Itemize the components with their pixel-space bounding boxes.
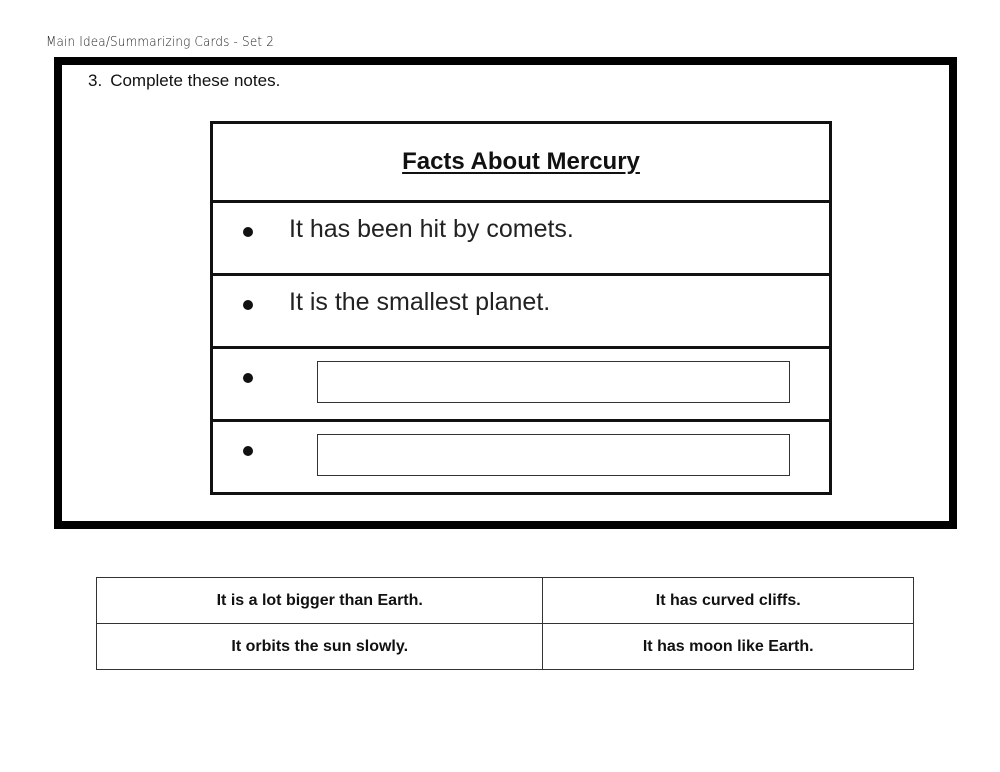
answer-option-4[interactable]: It has moon like Earth. bbox=[543, 624, 914, 670]
answer-option-3[interactable]: It orbits the sun slowly. bbox=[97, 624, 543, 670]
answer-drop-zone-1[interactable] bbox=[317, 361, 790, 403]
note-row-3 bbox=[213, 349, 829, 422]
answer-option-1[interactable]: It is a lot bigger than Earth. bbox=[97, 578, 543, 624]
answer-drop-zone-2[interactable] bbox=[317, 434, 790, 476]
answer-options-row bbox=[97, 578, 914, 624]
note-row-2 bbox=[213, 276, 829, 349]
question-text: Complete these notes. bbox=[110, 71, 281, 90]
notes-table-header bbox=[213, 124, 829, 203]
notes-table bbox=[210, 121, 832, 495]
bullet-icon bbox=[243, 373, 253, 383]
bullet-icon bbox=[243, 446, 253, 456]
question-instruction bbox=[88, 71, 280, 91]
bullet-icon bbox=[243, 227, 253, 237]
note-text-1: It has been hit by comets. bbox=[289, 215, 574, 243]
note-row-1 bbox=[213, 203, 829, 276]
answer-option-2[interactable]: It has curved cliffs. bbox=[543, 578, 914, 624]
notes-title: Facts About Mercury bbox=[402, 148, 640, 175]
answer-options-row bbox=[97, 624, 914, 670]
worksheet-header-title: Main Idea/Summarizing Cards - Set 2 bbox=[46, 35, 275, 50]
question-number: 3. bbox=[88, 71, 103, 90]
note-row-4 bbox=[213, 422, 829, 492]
question-card bbox=[54, 57, 957, 529]
answer-options-table bbox=[96, 577, 914, 670]
note-text-2: It is the smallest planet. bbox=[289, 288, 551, 316]
bullet-icon bbox=[243, 300, 253, 310]
